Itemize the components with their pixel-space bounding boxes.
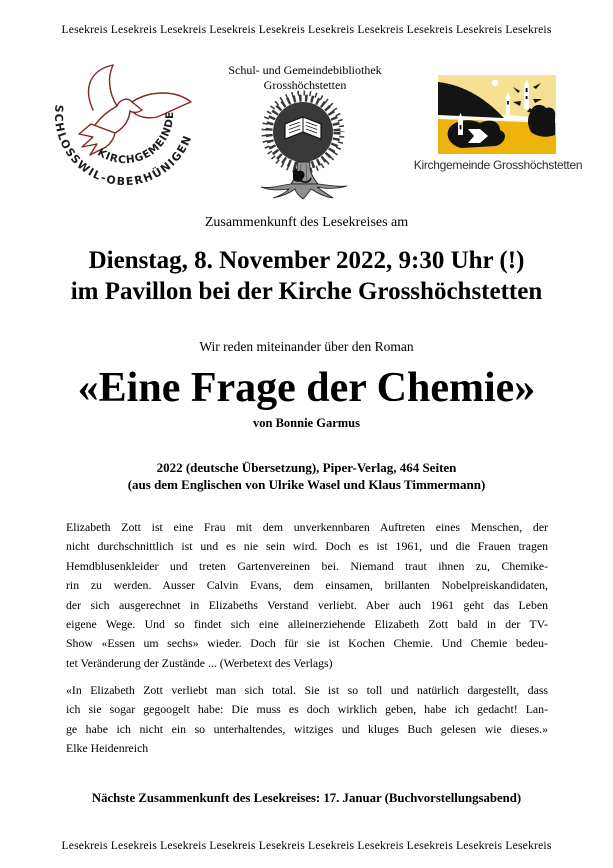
quote-line: «In Elizabeth Zott verliebt man sich total. Sie ist so toll und natürlich dargestellt, dass xyxy=(66,683,548,697)
edition-info xyxy=(0,460,613,493)
dove-church-logo xyxy=(36,60,214,194)
event-place-line: im Pavillon bei der Kirche Grosshöchstetten xyxy=(70,278,543,305)
top-border-text: Lesekreis Lesekreis Lesekreis Lesekreis Lesekreis Lesekreis Lesekreis Lesekreis Lesekreis Lesekreis xyxy=(61,23,552,36)
description-line: Elizabeth Zott ist eine Frau mit dem unverkennbaren Auftreten eines Menschen, der xyxy=(66,520,548,534)
intro-line: Zusammenkunft des Lesekreises am xyxy=(204,215,409,230)
library-logo-block xyxy=(210,63,400,92)
event-heading xyxy=(0,245,613,307)
lead-in-line: Wir reden miteinander über den Roman xyxy=(199,339,414,354)
library-tree-logo xyxy=(253,90,353,202)
left-logo-arc-inner: KIRCHGEMEINDE xyxy=(95,110,177,167)
quote-line: ich sie sogar gegoogelt habe: Die muss es doch wirklich geben, habe ich gedacht! Lan- xyxy=(66,702,548,717)
description-line: eigene Wege. Und so findet sich eine alleinerziehende Elizabeth Zott bald in der TV- xyxy=(66,617,548,632)
next-meeting-note: Nächste Zusammenkunft des Lesekreises: 17. Januar (Buchvorstellungsabend) xyxy=(91,791,522,805)
quote-line: ge habe ich nicht ein so unterhaltendes, witziges und kluges Buch gelesen wie dieses.» xyxy=(66,721,548,736)
description-line: Hemdblusenkleider und treten Gartenvereinen bei. Niemand traut ihnen zu, Chemike- xyxy=(66,558,548,573)
dove-icon xyxy=(79,65,191,155)
library-name-line1: Schul- und Gemeindebibliothek xyxy=(228,63,382,77)
left-logo-arc-outer: SCHLOSSWIL-OBERHÜNIGEN xyxy=(51,104,195,189)
kirchgemeinde-caption: Kirchgemeinde Grosshöchstetten xyxy=(413,158,583,172)
edition-line2: (aus dem Englischen von Ulrike Wasel und Klaus Timmermann) xyxy=(127,476,486,492)
sun-icon xyxy=(492,80,498,86)
tree-silhouette xyxy=(528,105,555,137)
kirchgemeinde-landscape-logo xyxy=(438,75,556,154)
bottom-border-text: Lesekreis Lesekreis Lesekreis Lesekreis Lesekreis Lesekreis Lesekreis Lesekreis Lesekreis Lesekreis xyxy=(61,839,552,852)
tree-trunk-icon xyxy=(261,162,347,199)
review-quote xyxy=(66,681,548,759)
library-name-line2: Grosshöchstetten xyxy=(263,77,347,92)
event-date-line: Dienstag, 8. November 2022, 9:30 Uhr (!) xyxy=(88,247,525,274)
book-description xyxy=(66,518,548,673)
description-line: Show «Essen um sechs» wieder. Doch für sie ist Kochen Chemie. Und Chemie bedeu- xyxy=(66,636,548,651)
book-author: von Bonnie Garmus xyxy=(253,416,360,430)
edition-line1: 2022 (deutsche Übersetzung), Piper-Verlag, 464 Seiten xyxy=(156,460,457,475)
description-line: der sich ausgerechnet in Elizabeths Verstand verliebt. Aber auch 1961 geht das Leben xyxy=(66,597,548,612)
book-title: «Eine Frage der Chemie» xyxy=(77,365,536,411)
description-line: rin zu werden. Ausser Calvin Evans, dem einsamen, brillanten Nobelpreiskandidaten, xyxy=(66,578,548,593)
quote-attribution: Elke Heidenreich xyxy=(66,741,149,756)
description-line: tet Veränderung der Zustände ... (Werbetext des Verlags) xyxy=(66,655,333,670)
description-line: nicht durchschnittlich ist und es nie sein wird. Doch es ist 1961, und die Frauen tragen xyxy=(66,539,548,554)
